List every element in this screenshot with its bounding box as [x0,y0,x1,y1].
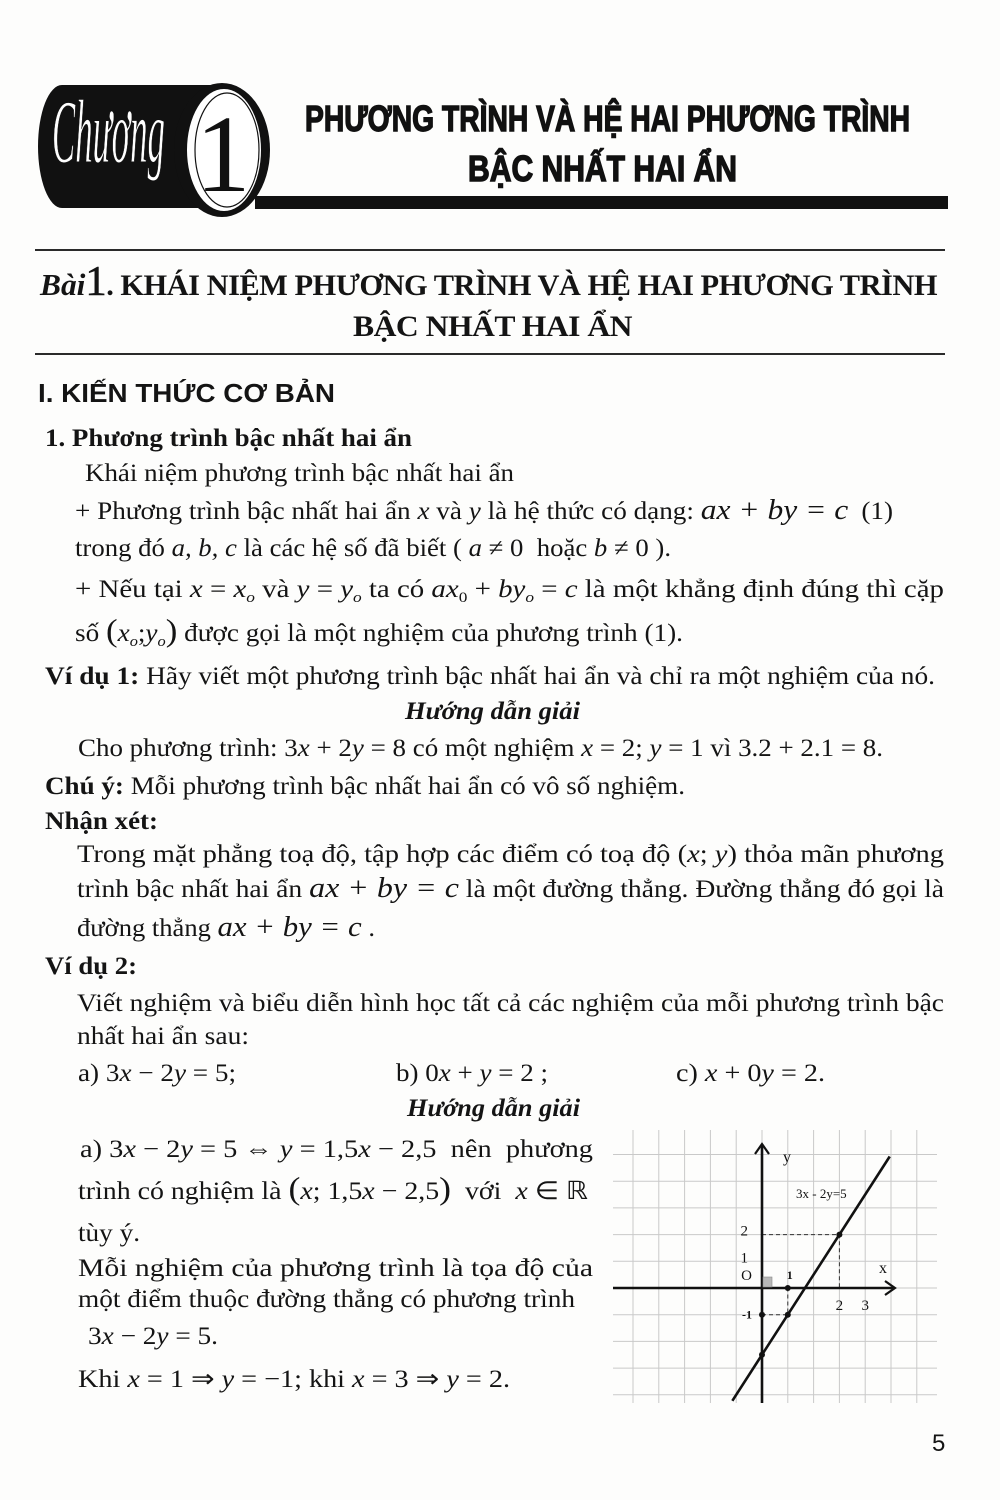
subscript: o [353,590,362,606]
math-variable: y [468,498,481,525]
lesson-title-line-2 [353,310,632,348]
origin-label: O [741,1268,752,1284]
text-segment: 3.2 + 2.1 = 8. [738,735,883,762]
right-angle-marker [763,1277,772,1287]
text-segment: và [429,498,469,525]
text-segment: = 5. [168,1323,218,1350]
solution-heading-text: Hướng dẫn giải [405,698,580,725]
item-tag: b) [396,1060,426,1087]
text-segment: + [467,576,499,603]
paragraph-text: Mỗi nghiệm của phương trình là tọa độ của [78,1255,593,1282]
math-variable: x [300,1178,313,1205]
coordinate-graph-figure [600,1120,960,1420]
chapter-underline-bar [255,196,948,209]
math-variable: x [352,1366,365,1393]
chapter-title-line-2 [468,148,737,191]
text-segment: = 1,5 [292,1136,359,1163]
text-segment: 3 [105,1060,120,1087]
x-tick-label: 3 [861,1298,869,1314]
subsection-heading-text: 1. Phương trình bậc nhất hai ẩn [45,425,412,452]
text-segment: trình có nghiệm là [78,1178,289,1205]
example-2-item-b [396,1061,548,1089]
parenthesis: ) [439,1170,452,1206]
math-variable: x [358,1136,371,1163]
solution-line-6 [88,1324,218,1352]
text-segment: + Nếu tại [75,576,190,603]
remark-label [45,809,158,837]
lesson-title-text: KHÁI NIỆM PHƯƠNG TRÌNH VÀ HỆ HAI PHƯƠNG TRÌNH [113,269,937,302]
example-1-prompt [45,664,935,692]
subsection-heading [45,426,412,454]
text-segment: ta có [361,576,432,603]
text-segment: − 2 [113,1323,157,1350]
lesson-title-line-1 [40,259,937,307]
math-variable: by [498,576,526,603]
text-segment: được gọi là một nghiệm của phương trình (1). [177,620,683,647]
lesson-number-dot: . [106,269,114,302]
example-label: Ví dụ 2: [45,953,137,980]
data-point [785,1312,791,1318]
math-formula: ax + by = c [700,494,849,526]
section-heading-text: I. KIẾN THỨC CƠ BẢN [38,378,335,408]
math-variable: x [581,735,594,762]
chapter-number: 1 [195,93,251,215]
math-variable: y [340,576,354,603]
item-tag: a) [78,1060,106,1087]
solution-line-5 [78,1287,575,1315]
text-segment: với [451,1178,516,1205]
text-segment: = 3 ⇒ [364,1366,447,1393]
definition-form-line [75,494,893,527]
text-segment: − 2,5 [370,1136,437,1163]
example-2-label [45,954,137,982]
math-variable: c [564,576,578,603]
grid [613,1130,937,1403]
math-variable: x [438,1060,451,1087]
note-line [45,774,685,802]
definition-pair-line [75,612,683,650]
text-segment: = [309,576,341,603]
paragraph-text: tùy ý. [78,1220,140,1247]
text-segment: + 0 [717,1060,762,1087]
text-segment: Cho phương trình: [78,735,285,762]
solution-heading-text: Hướng dẫn giải [407,1095,580,1122]
subscript: o [129,634,138,650]
x-axis-label: x [879,1260,887,1277]
example-label: Ví dụ 1: [45,663,140,690]
solution-line-3 [78,1221,140,1249]
data-point [759,1312,765,1318]
remark-line-2 [77,872,944,905]
definition-intro [85,461,514,489]
text-segment: vì [703,735,739,762]
math-formula: ax + by = c [217,911,362,943]
lesson-label: Bài [40,267,86,302]
equation-ref: (1) [861,498,893,525]
divider-rule [35,353,945,355]
text-segment: ) thỏa mãn phương [727,841,944,868]
math-variable: x [362,1178,375,1205]
x-tick-label: 2 [835,1298,844,1314]
y-tick-label: 2 [740,1223,748,1240]
example-1-answer [78,736,883,764]
math-variable: x [123,1136,136,1163]
math-variable: x [515,1178,528,1205]
math-variable: y [279,1136,293,1163]
math-variable: y [479,1060,492,1087]
example-2-item-a [78,1061,236,1089]
text-segment: ; [699,841,715,868]
text-segment: ; 1,5 [312,1178,363,1205]
remark-line-3 [77,911,375,944]
text-segment: có một nghiệm [406,735,582,762]
math-variable: x [127,1366,140,1393]
paragraph-text: Viết nghiệm và biểu diễn hình học tất cả các nghiệm của mỗi phương trình bậc [77,990,945,1017]
chapter-title-line-1 [305,98,910,141]
text-segment: 0 [425,1060,439,1087]
paragraph-text: một điểm thuộc đường thẳng có phương trình [78,1286,575,1313]
divider-rule [35,249,945,251]
text-segment: = 2 ; [491,1060,548,1087]
parenthesis: ( [288,1170,301,1206]
text-segment: ≠ 0 ). [607,535,671,562]
math-variable: a, b, c [171,535,237,562]
math-variable: y [649,735,662,762]
math-variable: x [687,841,700,868]
text-segment: 3 [109,1136,124,1163]
y-tick-label: 1 [740,1250,748,1267]
section-heading [38,380,335,410]
lesson-title-text: BẬC NHẤT HAI ẨN [353,310,632,343]
item-tag: c) [676,1060,705,1087]
text-segment: trình bậc nhất hai ẩn [77,876,310,903]
text-segment: = 1 [661,735,704,762]
math-variable: a [468,535,482,562]
math-variable: ax [431,576,459,603]
text-segment: là các hệ số đã biết ( [236,535,469,562]
math-variable: b [593,535,608,562]
chapter-title-text: PHƯƠNG TRÌNH VÀ HỆ HAI PHƯƠNG TRÌNH [305,98,910,139]
chapter-label: Chương [52,81,165,182]
math-variable: y [446,1366,459,1393]
subscript: o [525,590,535,606]
example-2-prompt-line-1 [77,991,944,1019]
text-segment: = [534,576,565,603]
math-variable: y [351,735,364,762]
remark-label-text: Nhận xét: [45,808,158,835]
math-variable: y [145,620,158,647]
text-segment: ∈ ℝ [527,1178,588,1205]
text-segment: = 1 ⇒ [139,1366,222,1393]
subscript: o [246,590,255,606]
note-label: Chú ý: [45,773,124,800]
text-segment: − 2 [131,1060,174,1087]
math-variable: y [221,1366,235,1393]
math-variable: x [704,1060,718,1087]
math-variable: y [761,1060,774,1087]
text-segment: là một đường thẳng. Đường thẳng đó gọi là [458,876,944,903]
solution-heading [407,1096,580,1124]
math-formula: ax + by = c [309,872,459,904]
text-segment: đường thẳng [77,915,218,942]
text-segment: − 2 [135,1136,181,1163]
guide-lines [762,1235,839,1315]
text-segment: + 2 [309,735,352,762]
data-point [785,1285,791,1291]
text-segment: ; [137,620,146,647]
text-segment: trong đó [75,535,172,562]
y-axis-label: y [783,1149,791,1166]
solution-line-1 [80,1137,593,1165]
remark-line-1 [77,842,944,870]
text-segment: Mỗi phương trình bậc nhất hai ẩn có vô số nghiệm. [123,773,685,800]
solution-line-4 [78,1256,593,1284]
text-segment: = 8 [363,735,407,762]
math-variable: y [180,1136,193,1163]
solution-line-2 [78,1170,588,1207]
math-variable: x [117,620,130,647]
subscript: o [157,634,166,650]
math-variable: x [101,1323,114,1350]
x-tick-label: 1 [786,1268,793,1282]
data-point [836,1232,842,1238]
text-segment: 3 [284,735,298,762]
text-segment: = −1; khi [234,1366,353,1393]
text-segment: = 2; [593,735,650,762]
math-variable: x [417,498,430,525]
paragraph-text: nhất hai ẩn sau: [77,1023,249,1050]
page-number: 5 [932,1430,946,1457]
math-variable: y [173,1060,187,1087]
example-2-item-c [676,1061,825,1089]
definition-coef-line [75,536,671,564]
math-variable: x [119,1060,132,1087]
math-variable: x [189,576,203,603]
dashed-guide [762,1288,788,1315]
lesson-number: 1 [85,259,107,305]
solution-heading [405,699,580,727]
example-2-prompt-line-2 [77,1024,249,1052]
text-segment: = 2. [773,1060,825,1087]
definition-solution-line [75,577,944,605]
axes [613,1144,895,1403]
solution-line-7 [78,1367,510,1395]
line-equation-label: 3x - 2y=5 [796,1186,847,1201]
y-tick-label: -1 [742,1307,752,1322]
text-segment: là hệ thức có dạng: [480,498,701,525]
text-segment: là một khẳng định đúng thì cặp [577,576,944,603]
parenthesis: ( [106,612,118,648]
item-tag: a) [80,1136,110,1163]
text-segment: Trong mặt phẳng toạ độ, tập hợp các điểm có toạ độ ( [77,841,688,868]
data-point [759,1352,765,1358]
text-segment: ≠ 0 hoặc [481,535,594,562]
math-variable: x [233,576,247,603]
text-segment: 3 [88,1323,102,1350]
text-segment: = 5 ⇔ [192,1136,280,1163]
math-variable: y [156,1323,169,1350]
math-variable: y [714,841,728,868]
parenthesis: ) [165,612,178,648]
text-segment: Khi [78,1366,128,1393]
text-segment: = 2. [458,1366,511,1393]
math-variable: x [297,735,310,762]
text-segment: và [254,576,297,603]
text-segment: nên phương [436,1136,593,1163]
chapter-title-text: BẬC NHẤT HAI ẨN [468,148,737,189]
text-segment: Hãy viết một phương trình bậc nhất hai ẩn và chỉ ra một nghiệm của nó. [139,663,935,690]
text-segment: = [202,576,234,603]
text-segment: + [450,1060,480,1087]
text-segment: số [75,620,107,647]
math-variable: y [296,576,310,603]
text-segment: . [361,915,375,942]
subscript: 0 [458,590,468,606]
paragraph-text: Khái niệm phương trình bậc nhất hai ẩn [85,460,514,487]
text-segment: − 2,5 [374,1178,440,1205]
text-segment: + Phương trình bậc nhất hai ẩn [75,498,418,525]
text-segment: = 5; [186,1060,236,1087]
